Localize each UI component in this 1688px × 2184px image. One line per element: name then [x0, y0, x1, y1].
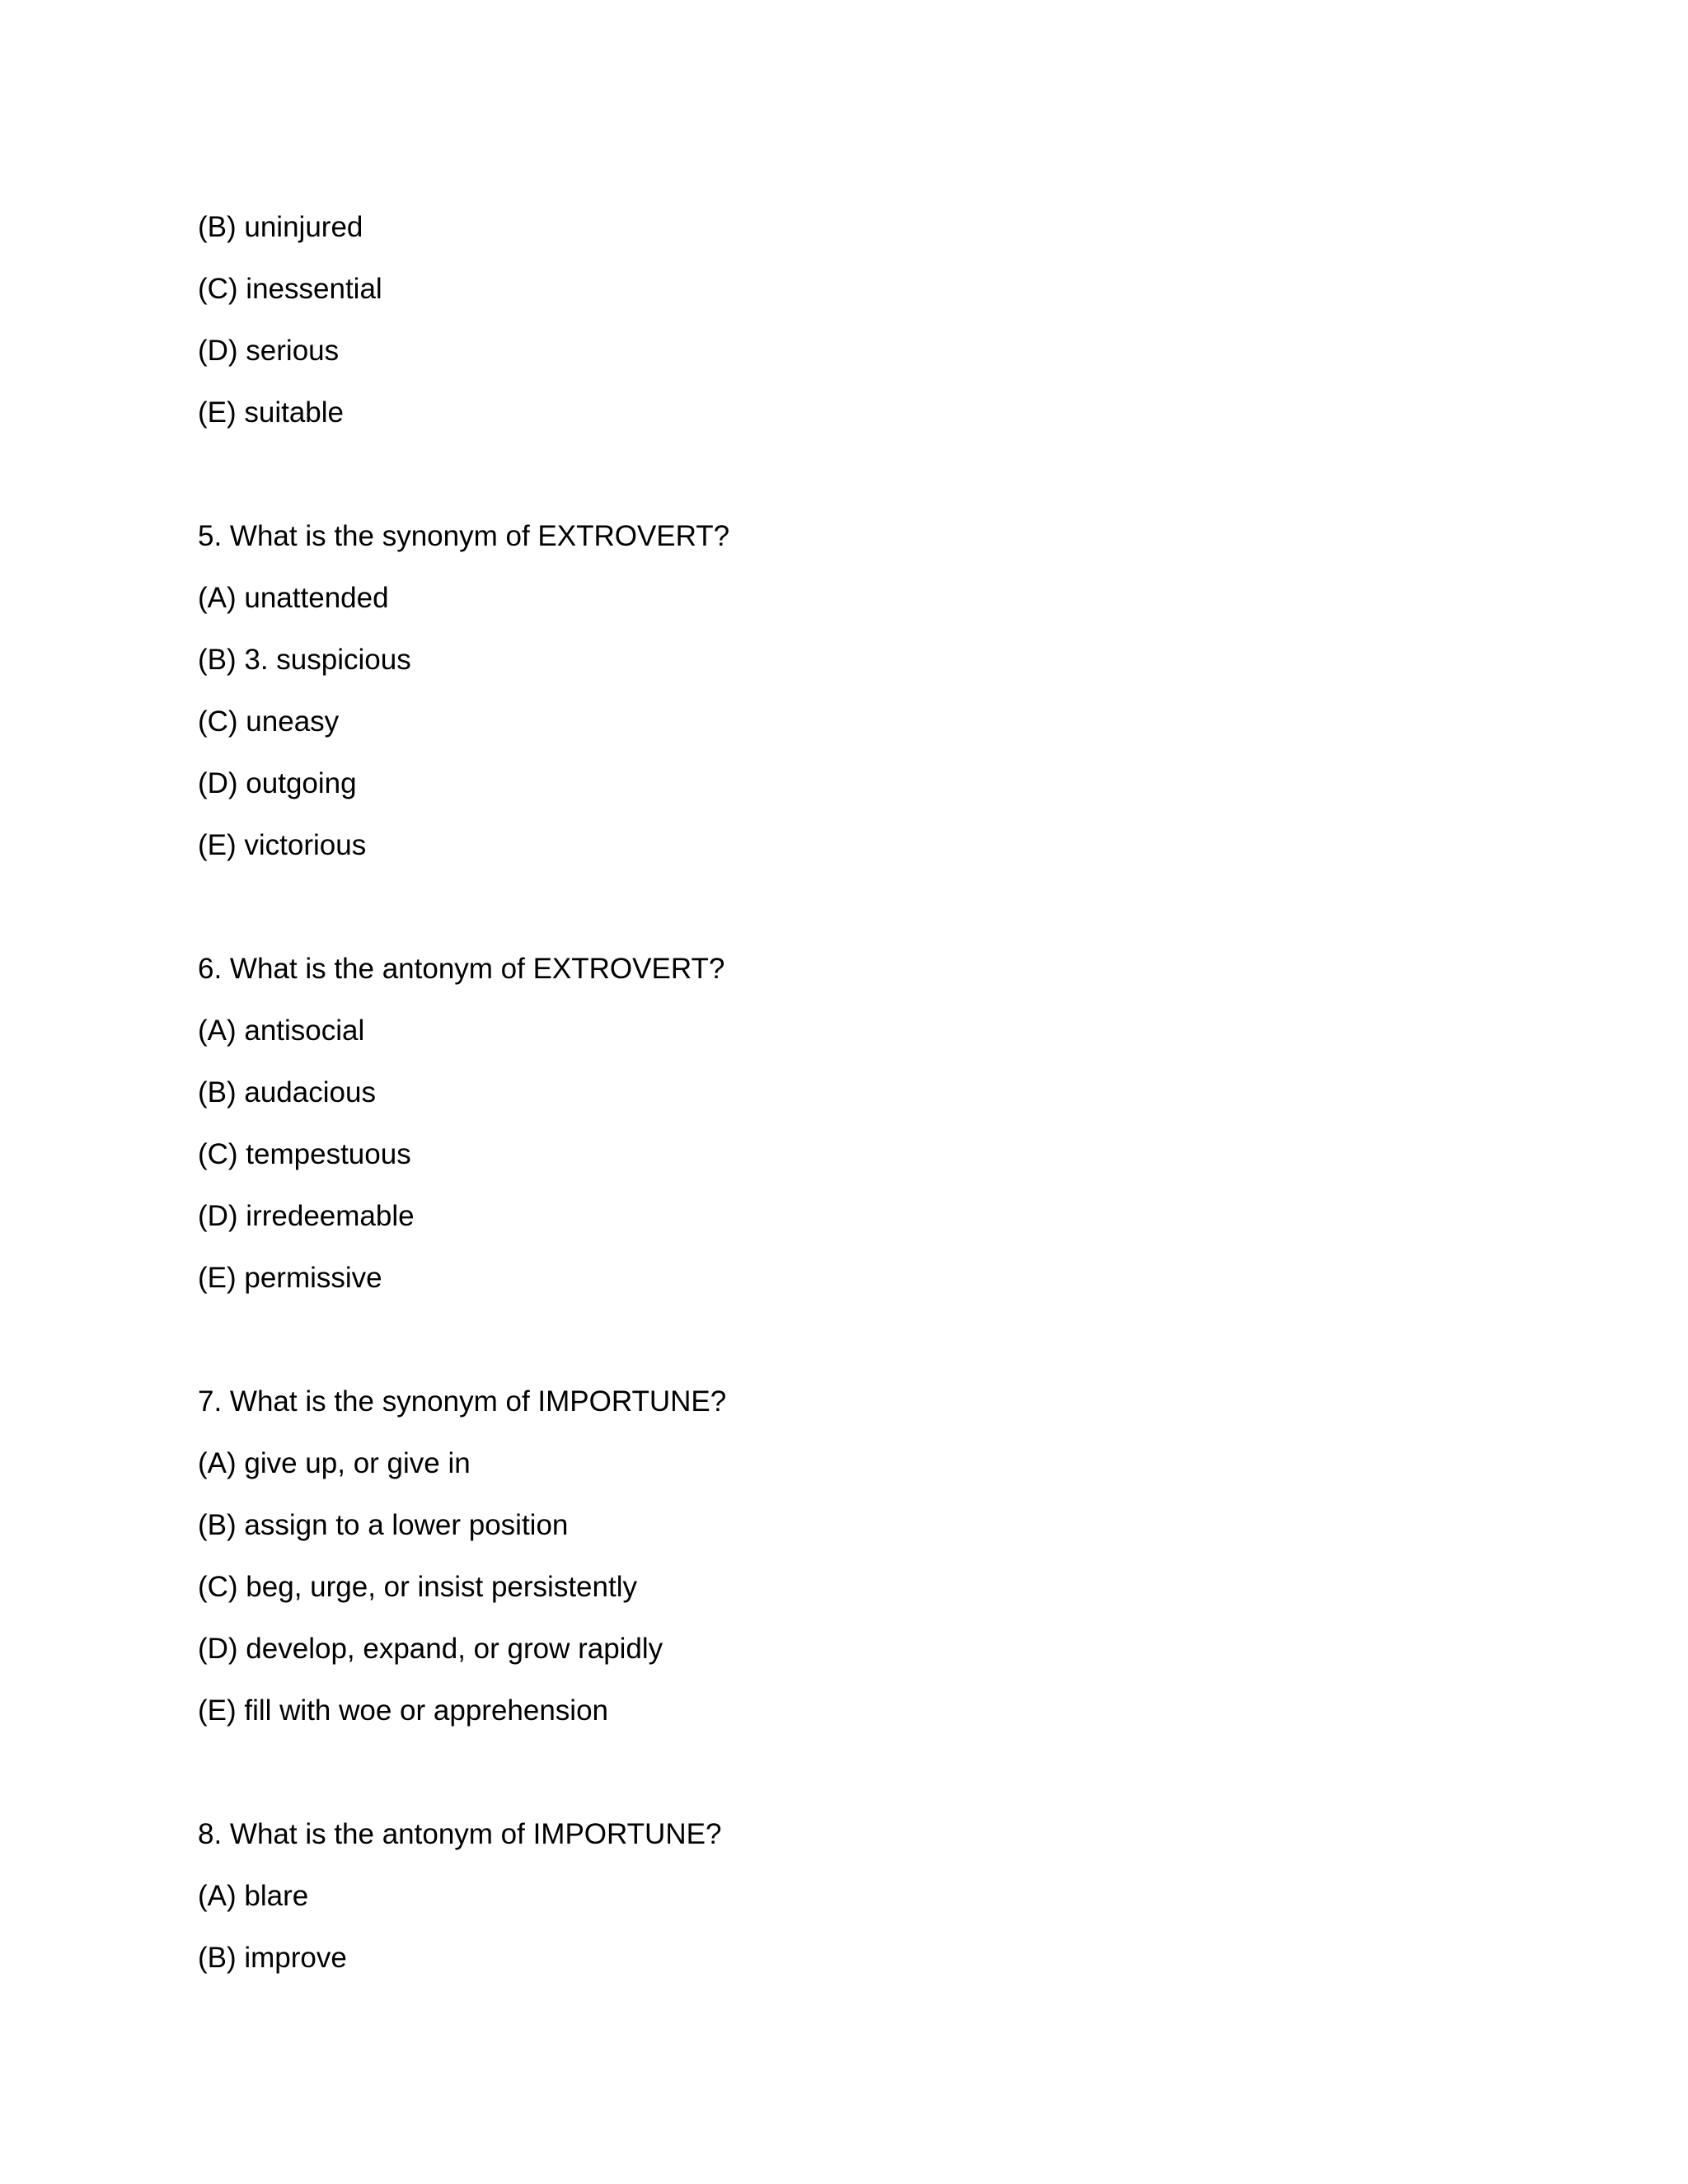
question-8: 8. What is the antonym of IMPORTUNE?: [198, 1818, 722, 1850]
spacer: [198, 443, 1517, 505]
option-line: (B) audacious: [198, 1076, 376, 1108]
question-7: 7. What is the synonym of IMPORTUNE?: [198, 1385, 727, 1418]
question-5: 5. What is the synonym of EXTROVERT?: [198, 520, 730, 552]
option-line: (D) irredeemable: [198, 1200, 415, 1232]
option-line: (A) give up, or give in: [198, 1447, 471, 1479]
option-line: (D) outgoing: [198, 767, 357, 799]
option-line: (C) inessential: [198, 273, 382, 305]
option-line: (B) assign to a lower position: [198, 1509, 569, 1541]
option-line: (E) suitable: [198, 396, 345, 429]
option-line: (A) unattended: [198, 582, 389, 614]
option-line: (A) blare: [198, 1880, 309, 1912]
question-6: 6. What is the antonym of EXTROVERT?: [198, 953, 725, 985]
option-line: (E) fill with woe or apprehension: [198, 1694, 609, 1727]
option-line: (D) develop, expand, or grow rapidly: [198, 1633, 663, 1665]
spacer: [198, 1309, 1517, 1371]
option-line: (C) tempestuous: [198, 1138, 411, 1170]
option-line: (A) antisocial: [198, 1015, 365, 1047]
option-line: (E) permissive: [198, 1262, 382, 1294]
option-line: (B) improve: [198, 1942, 347, 1974]
option-line: (D) serious: [198, 335, 340, 367]
spacer: [198, 1741, 1517, 1803]
option-line: (B) 3. suspicious: [198, 644, 411, 676]
option-line: (C) uneasy: [198, 705, 340, 738]
spacer: [198, 876, 1517, 938]
option-line: (E) victorious: [198, 829, 367, 861]
quiz-content: [198, 196, 1517, 1989]
option-line: (C) beg, urge, or insist persistently: [198, 1571, 637, 1603]
option-line: (B) uninjured: [198, 211, 363, 243]
